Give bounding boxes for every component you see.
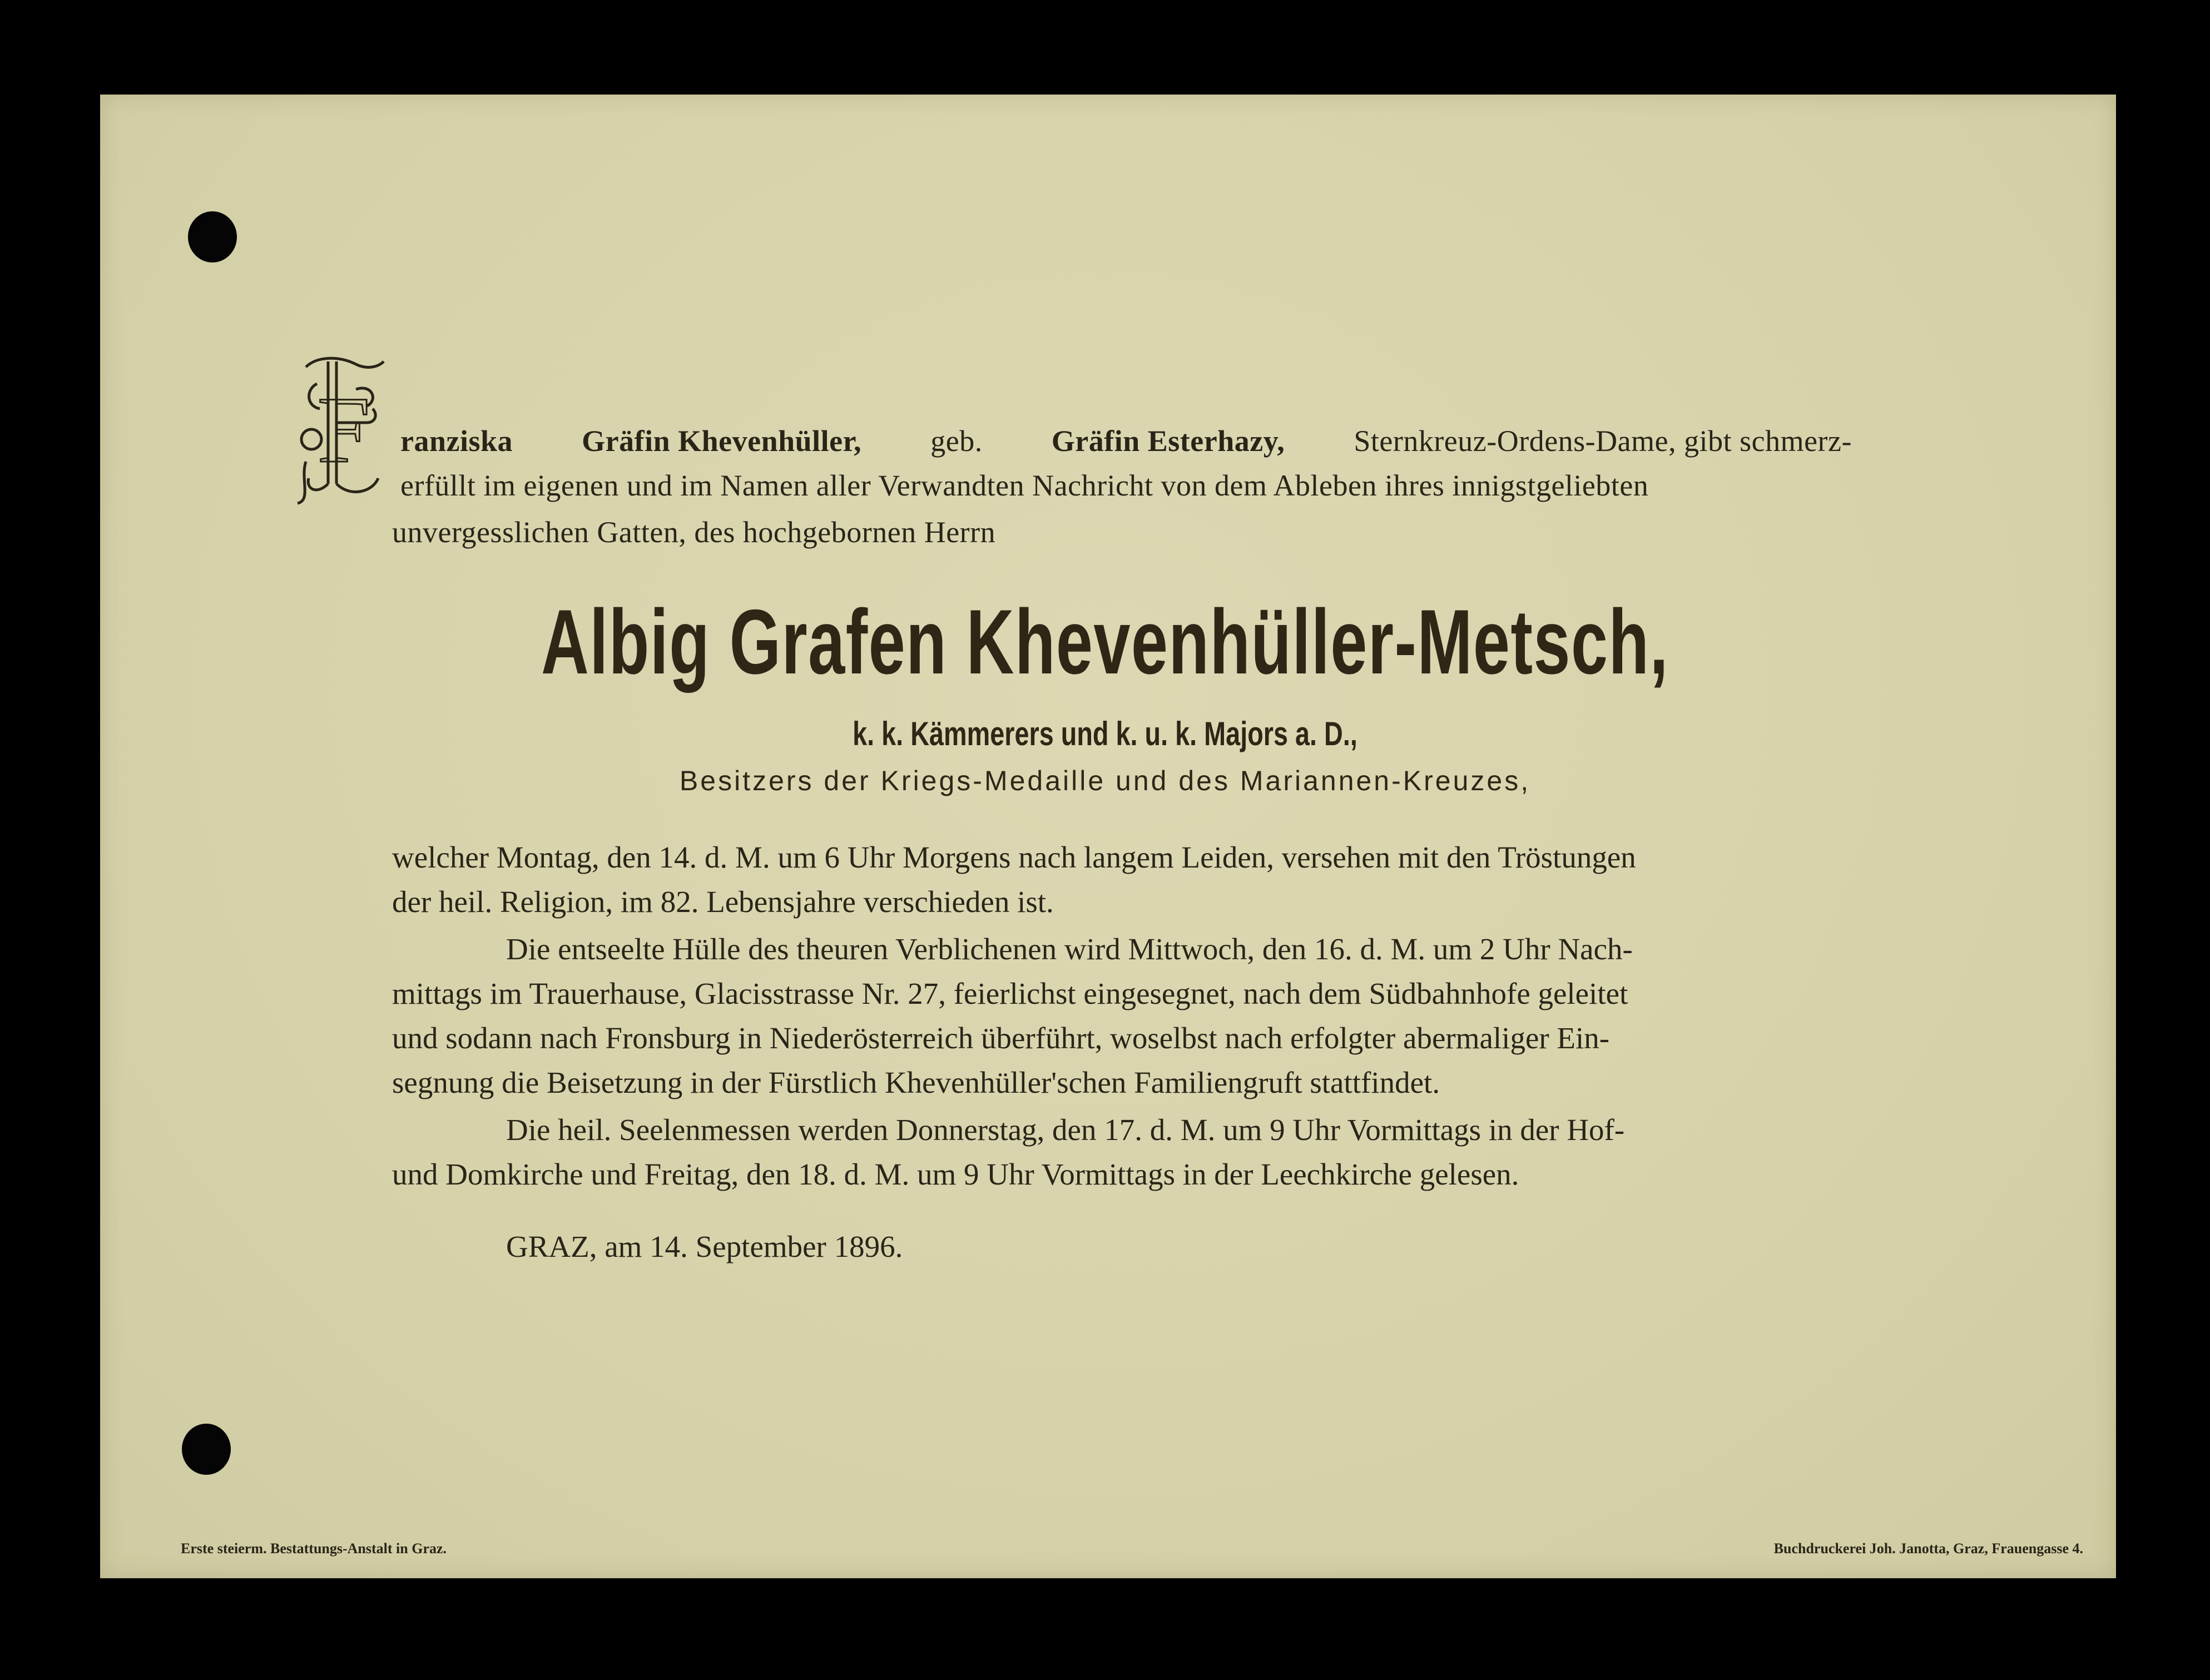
punch-hole-top xyxy=(188,211,237,262)
decorations-line: Besitzers der Kriegs-Medaille und des Mariannen-Kreuzes, xyxy=(679,765,1531,796)
opening-segment: unvergesslichen Gatten, des hochgebornen Herrn xyxy=(392,516,996,549)
body-line-2: der heil. Religion, im 82. Lebensjahre verschieden ist. xyxy=(392,885,1054,919)
punch-hole-bottom xyxy=(182,1424,231,1475)
body-line-7: Die heil. Seelenmessen werden Donnerstag, den 17. d. M. um 9 Uhr Vormittags in der Hof- xyxy=(506,1113,1625,1147)
body-line-4: mittags im Trauerhause, Glacisstrasse Nr. 27, feierlichst eingesegnet, nach dem Südbahnhofe geleitet xyxy=(392,977,1628,1010)
body-line-3: Die entseelte Hülle des theuren Verblichenen wird Mittwoch, den 16. d. M. um 2 Uhr Nach- xyxy=(506,932,1633,966)
svg-text:F: F xyxy=(317,378,370,482)
opening-segment: erfüllt im eigenen und im Namen aller Verwandten Nachricht von dem Ableben ihres innigstgeliebten xyxy=(400,469,1649,502)
opening-line-3 xyxy=(392,515,995,549)
body-line-8: und Domkirche und Freitag, den 18. d. M. um 9 Uhr Vormittags in der Leechkirche gelesen. xyxy=(392,1157,1519,1191)
footer-printer: Buchdruckerei Joh. Janotta, Graz, Frauengasse 4. xyxy=(1773,1540,2083,1557)
body-line-1: welcher Montag, den 14. d. M. um 6 Uhr Morgens nach langem Leiden, versehen mit den Tröstungen xyxy=(392,840,1636,874)
ornamental-initial-icon xyxy=(295,350,389,506)
opening-segment: Sternkreuz-Ordens-Dame, gibt schmerz- xyxy=(1346,424,1852,458)
document-sheet xyxy=(100,95,2116,1578)
opening-line-2 xyxy=(400,468,1852,503)
opening-segment: ranziska xyxy=(400,424,513,458)
body-line-6: segnung die Beisetzung in der Fürstlich Khevenhüller'schen Familiengruft stattfindet. xyxy=(392,1066,1440,1099)
place-date: GRAZ, am 14. September 1896. xyxy=(506,1230,903,1263)
opening-segment: geb. xyxy=(923,424,983,458)
opening-segment: Gräfin Khevenhüller, xyxy=(574,424,862,458)
footer-funeral-company: Erste steierm. Bestattungs-Anstalt in Graz. xyxy=(181,1540,447,1557)
opening-segment: Gräfin Esterhazy, xyxy=(1043,424,1285,458)
body-line-5: und sodann nach Fronsburg in Niederösterreich überführt, woselbst nach erfolgter abermaliger Ein- xyxy=(392,1021,1610,1055)
deceased-name: Albig Grafen Khevenhüller-Metsch, xyxy=(541,591,1669,693)
opening-line-1 xyxy=(400,424,1852,458)
rank-title: k. k. Kämmerers und k. u. k. Majors a. D., xyxy=(853,715,1357,752)
